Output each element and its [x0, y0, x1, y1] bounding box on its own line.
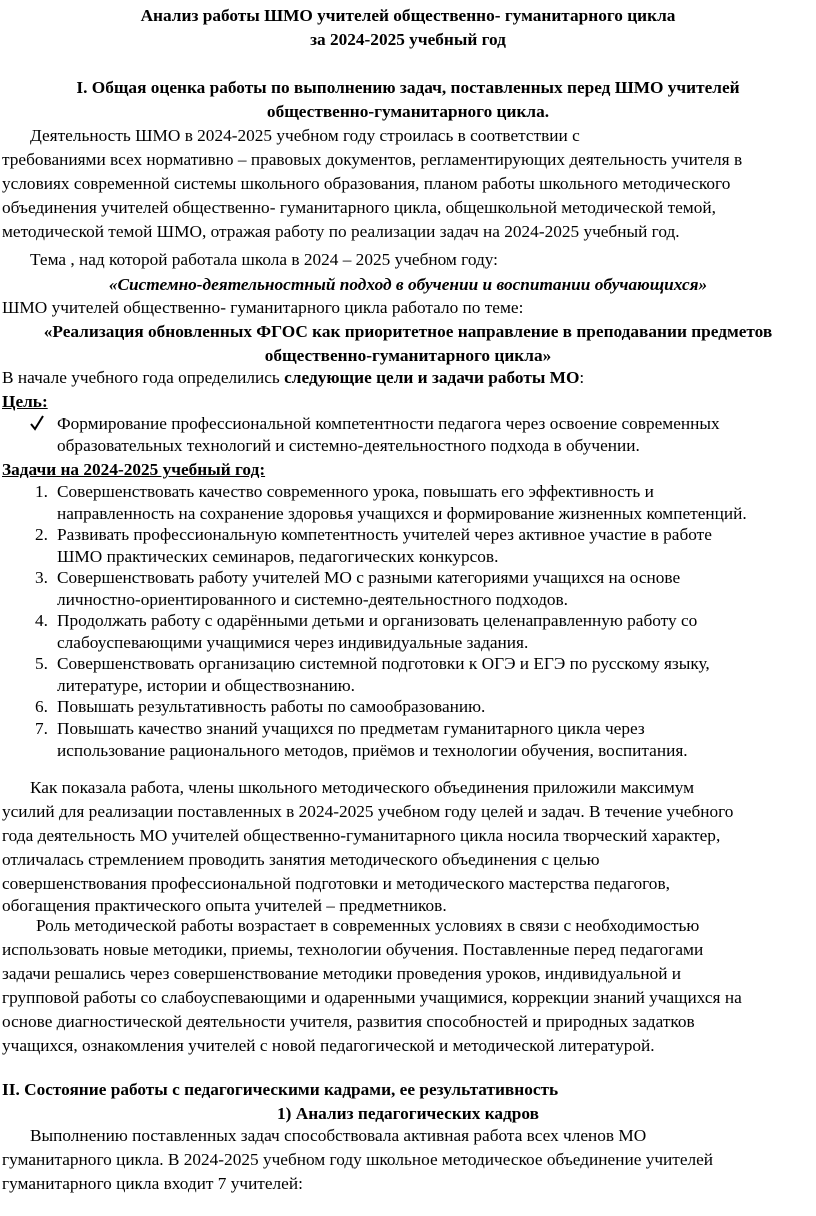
shmo-theme-line2: общественно-гуманитарного цикла» — [264, 346, 552, 365]
p4-line: Выполнению поставленных задач способствовала активная работа всех членов МО — [30, 1126, 647, 1145]
goal-line: Формирование профессиональной компетентности педагога через освоение современных — [57, 414, 720, 433]
p1-line: условиях современной системы школьного образования, планом работы школьного методического — [2, 174, 731, 193]
task-line: ШМО практических семинаров, педагогических конкурсов. — [57, 547, 499, 566]
task-line: направленность на сохранение здоровья учащихся и формирование жизненных компетенций. — [57, 504, 747, 523]
goal-label: Цель: — [2, 392, 48, 411]
section1-heading-line1: I. Общая оценка работы по выполнению задач, поставленных перед ШМО учителей — [76, 78, 740, 97]
goals-intro — [2, 366, 584, 390]
task-number: 4. — [35, 611, 48, 630]
task-line: Повышать результативность работы по самообразованию. — [57, 697, 486, 716]
p2-line: Как показала работа, члены школьного методического объединения приложили максимум — [30, 778, 695, 797]
doc-title-line1: Анализ работы ШМО учителей общественно- гуманитарного цикла — [140, 6, 676, 25]
p2-line: усилий для реализации поставленных в 2024-2025 учебном году целей и задач. В течение учебного — [2, 802, 734, 821]
task-number: 3. — [35, 568, 48, 587]
task-line: слабоуспевающими учащимися через индивидуальные задания. — [57, 633, 529, 652]
goals-intro-colon: : — [579, 368, 585, 387]
p3-line: основе диагностической деятельности учителя, развития способностей и природных задатков — [2, 1012, 695, 1031]
p3-line: учащихся, ознакомления учителей с новой педагогической и методической литературой. — [2, 1036, 655, 1055]
p3-line: Роль методической работы возрастает в современных условиях в связи с необходимостью — [36, 916, 700, 935]
task-line: Совершенствовать качество современного урока, повышать его эффективность и — [57, 482, 654, 501]
p1-line: требованиями всех нормативно – правовых документов, регламентирующих деятельность учителя в — [2, 150, 743, 169]
p3-line: задачи решались через совершенствование методики проведения уроков, индивидуальной и — [2, 964, 682, 983]
task-number: 6. — [35, 697, 48, 716]
task-number: 1. — [35, 482, 48, 501]
task-line: использование рационального методов, приёмов и технологии обучения, воспитания. — [57, 741, 688, 760]
task-line: личностно-ориентированного и системно-деятельностного подходов. — [57, 590, 569, 609]
section2-subheading: 1) Анализ педагогических кадров — [277, 1104, 539, 1123]
checkmark-icon — [30, 414, 44, 432]
section2-heading: II. Состояние работы с педагогическими кадрами, ее результативность — [2, 1080, 559, 1099]
p3-line: использовать новые методики, приемы, технологии обучения. Поставленные перед педагогами — [2, 940, 704, 959]
task-line: Совершенствовать работу учителей МО с разными категориями учащихся на основе — [57, 568, 681, 587]
task-number: 2. — [35, 525, 48, 544]
task-number: 5. — [35, 654, 48, 673]
p1-line: методической темой ШМО, отражая работу по реализации задач на 2024-2025 учебный год. — [2, 222, 680, 241]
goals-intro-bold: следующие цели и задачи работы МО — [284, 368, 580, 387]
task-line: Развивать профессиональную компетентность учителей через активное участие в работе — [57, 525, 712, 544]
task-line: Повышать качество знаний учащихся по предметам гуманитарного цикла через — [57, 719, 645, 738]
task-line: Продолжать работу с одарёнными детьми и организовать целенаправленную работу со — [57, 611, 698, 630]
doc-title-line2: за 2024-2025 учебный год — [310, 30, 506, 49]
p2-line: года деятельность МО учителей общественно-гуманитарного цикла носила творческий характер, — [2, 826, 721, 845]
goal-line: образовательных технологий и системно-деятельностного подхода в обучении. — [57, 436, 640, 455]
p3-line: групповой работы со слабоуспевающими и одаренными учащимися, коррекции знаний учащихся на — [2, 988, 742, 1007]
p2-line: обогащения практического опыта учителей – предметников. — [2, 896, 447, 915]
task-line: Совершенствовать организацию системной подготовки к ОГЭ и ЕГЭ по русскому языку, — [57, 654, 710, 673]
shmo-theme-line1: «Реализация обновленных ФГОС как приоритетное направление в преподавании предметов — [43, 322, 773, 341]
p1-line: объединения учителей общественно- гуманитарного цикла, общешкольной методической темой, — [2, 198, 716, 217]
tasks-label: Задачи на 2024-2025 учебный год: — [2, 460, 266, 479]
p1-line: Деятельность ШМО в 2024-2025 учебном году строилась в соответствии с — [30, 126, 580, 145]
p2-line: отличалась стремлением проводить занятия методического объединения с целью — [2, 850, 600, 869]
section1-heading-line2: общественно-гуманитарного цикла. — [266, 102, 550, 121]
task-line: литературе, истории и обществознанию. — [57, 676, 355, 695]
goals-intro-text: В начале учебного года определились — [2, 368, 285, 387]
shmo-theme-intro: ШМО учителей общественно- гуманитарного цикла работало по теме: — [2, 298, 524, 317]
p2-line: совершенствования профессиональной подготовки и методического мастерства педагогов, — [2, 874, 670, 893]
school-theme-intro: Тема , над которой работала школа в 2024 – 2025 учебном году: — [30, 250, 498, 269]
school-theme: «Системно-деятельностный подход в обучении и воспитании обучающихся» — [108, 275, 708, 294]
p4-line: гуманитарного цикла. В 2024-2025 учебном году школьное методическое объединение учителей — [2, 1150, 714, 1169]
task-number: 7. — [35, 719, 48, 738]
p4-line: гуманитарного цикла входит 7 учителей: — [2, 1174, 303, 1193]
